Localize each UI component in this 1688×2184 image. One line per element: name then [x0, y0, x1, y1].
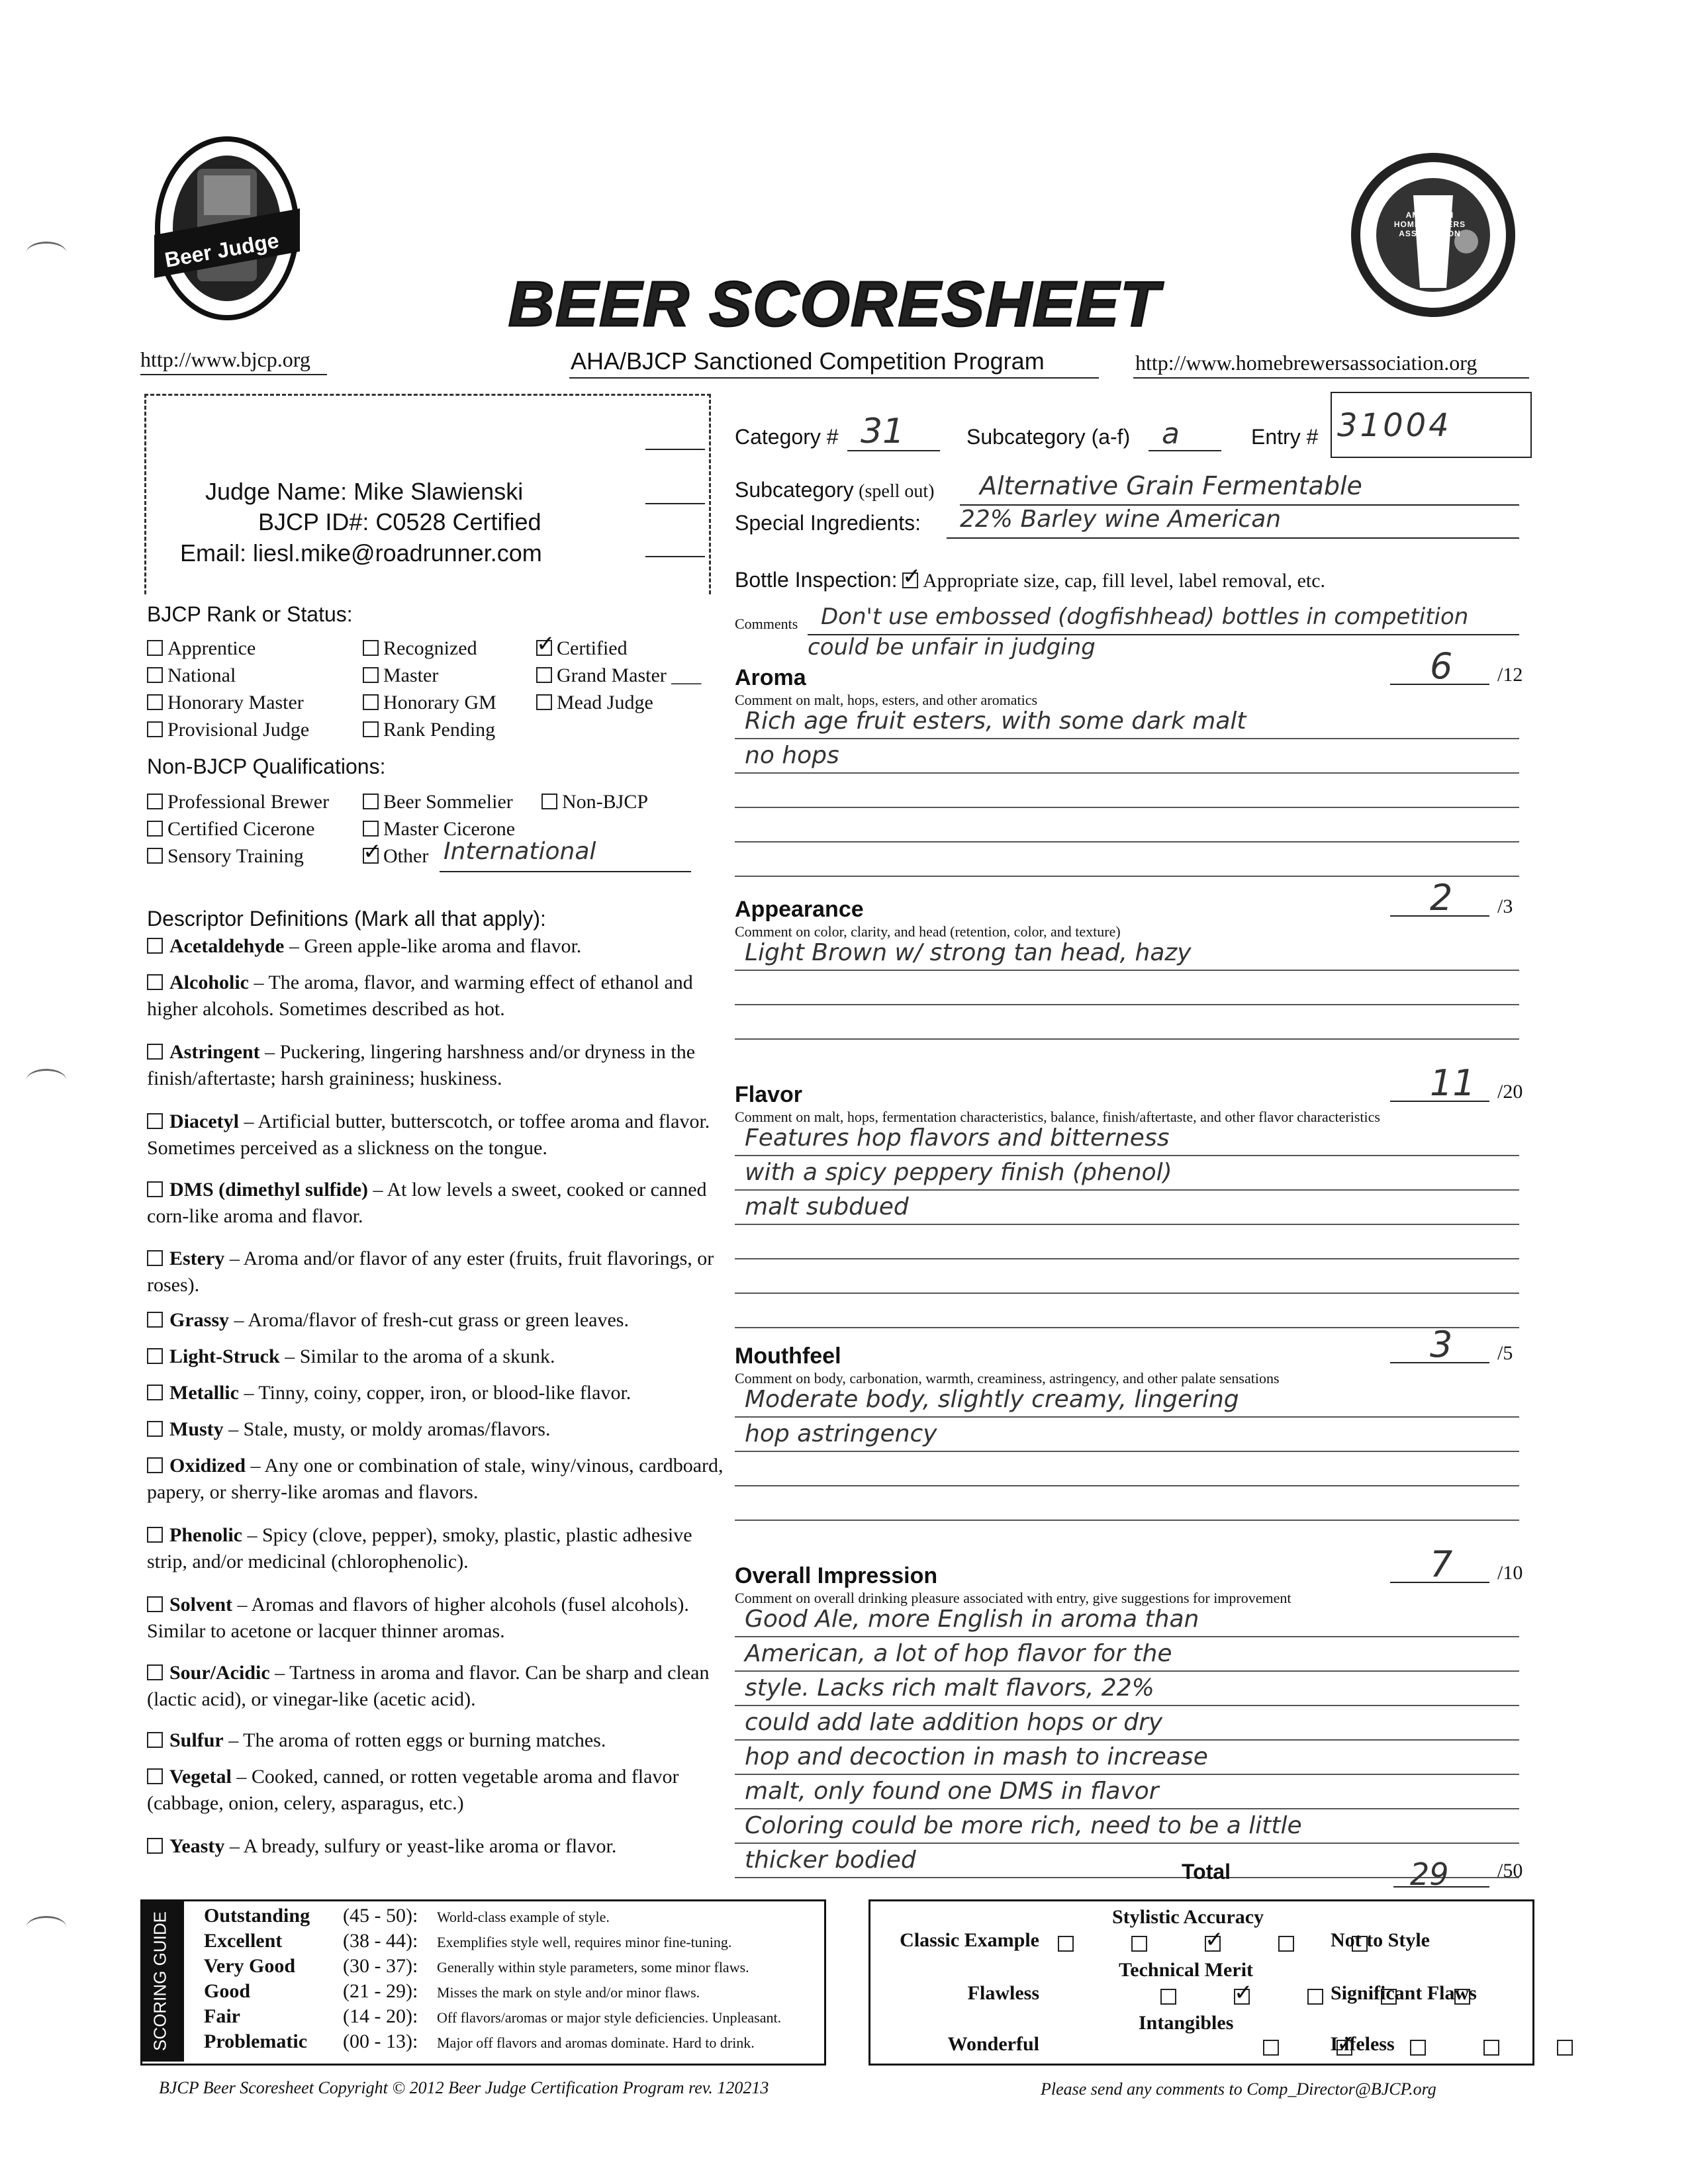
comment-line — [735, 1258, 1519, 1259]
rank-heading: BJCP Rank or Status: — [147, 602, 353, 626]
checkbox[interactable] — [147, 1768, 163, 1784]
rank-provisional[interactable]: Provisional Judge — [147, 719, 309, 741]
comment-line — [735, 807, 1519, 808]
descriptor-definition: – Similar to the aroma of a skunk. — [279, 1345, 555, 1367]
guide-range: (30 - 37): — [343, 1955, 418, 1977]
checkbox[interactable] — [147, 848, 163, 864]
comment-line — [735, 1739, 1519, 1741]
flavor-comment[interactable]: with a spicy peppery finish (phenol) — [745, 1159, 1172, 1186]
checkbox[interactable] — [1160, 1989, 1176, 2005]
comment-line — [735, 738, 1519, 739]
checkbox[interactable] — [147, 794, 163, 809]
checkbox[interactable] — [147, 640, 163, 656]
aha-logo-text: AMERICAN HOMEBREWERS ASSOCIATION — [1393, 210, 1466, 238]
descriptor-definition: – Green apple-like aroma and flavor. — [284, 935, 582, 957]
special-ingredients-label: Special Ingredients: — [735, 511, 921, 535]
guide-description: Major off flavors and aromas dominate. Hard to drink. — [437, 2034, 755, 2051]
entry-label: Entry # — [1251, 425, 1319, 449]
descriptor-definition: – Any one or combination of stale, winy/vinous, cardboard, papery, or sherry-like aromas and flavors. — [147, 1455, 724, 1503]
comment-line — [735, 1293, 1519, 1294]
checkbox[interactable] — [147, 1457, 163, 1473]
comments-label: Comments — [735, 615, 798, 632]
qual-other-value[interactable]: International — [444, 838, 596, 865]
flavor-comment[interactable]: Features hop flavors and bitterness — [745, 1124, 1170, 1152]
mouthfeel-score-line — [1390, 1362, 1489, 1363]
checklist-right-label: Lifeless — [1331, 2033, 1395, 2055]
comment-line — [735, 1843, 1519, 1844]
scan-mark — [26, 1916, 66, 1938]
comment-line — [735, 1808, 1519, 1809]
checkbox[interactable] — [147, 1527, 163, 1543]
aroma-instructions: Comment on malt, hops, esters, and other aromatics — [735, 692, 1038, 708]
checkbox[interactable] — [147, 667, 163, 683]
subcategory-value[interactable]: a — [1162, 417, 1180, 451]
page-title: BEER SCORESHEET — [508, 269, 1160, 340]
descriptor-definition: – Aromas and flavors of higher alcohols (fusel alcohols). Similar to acetone or lacquer thinner aromas. — [147, 1594, 689, 1642]
descriptor-term: Alcoholic — [169, 972, 249, 993]
descriptor-term: Grassy — [169, 1309, 229, 1331]
appearance-max: /3 — [1497, 895, 1513, 917]
guide-range: (38 - 44): — [343, 1930, 418, 1952]
comments-value-2[interactable]: could be unfair in judging — [808, 634, 1096, 660]
total-value[interactable]: 29 — [1410, 1856, 1449, 1892]
flavor-comment[interactable]: malt subdued — [745, 1193, 909, 1220]
descriptor-item[interactable] — [147, 1833, 729, 1860]
appearance-title: Appearance — [735, 897, 864, 922]
total-max: /50 — [1497, 1860, 1523, 1882]
judge-name: Judge Name: Mike Slawienski — [205, 478, 524, 505]
comment-line — [735, 1038, 1519, 1040]
subcategory-spell-value[interactable]: Alternative Grain Fermentable — [980, 471, 1362, 500]
mouthfeel-title: Mouthfeel — [735, 1343, 841, 1369]
entry-value[interactable]: 31004 — [1337, 407, 1452, 444]
descriptor-item[interactable] — [147, 1343, 729, 1370]
mouthfeel-instructions: Comment on body, carbonation, warmth, creaminess, astringency, and other palate sensations — [735, 1370, 1280, 1387]
checkbox[interactable] — [363, 794, 379, 809]
checkbox[interactable] — [1058, 1936, 1074, 1952]
descriptor-definition: – Cooked, canned, or rotten vegetable aroma and flavor (cabbage, onion, celery, asparagus, etc.) — [147, 1766, 679, 1814]
flavor-score[interactable]: 11 — [1430, 1062, 1476, 1104]
descriptor-term: Acetaldehyde — [169, 935, 285, 957]
comment-line — [735, 1670, 1519, 1672]
checkbox[interactable] — [147, 1044, 163, 1060]
descriptor-item[interactable] — [147, 1592, 729, 1645]
guide-range: (21 - 29): — [343, 1980, 418, 2002]
overall-instructions: Comment on overall drinking pleasure associated with entry, give suggestions for improvement — [735, 1590, 1291, 1606]
checkbox[interactable] — [1483, 2040, 1499, 2056]
checklist-left-label: Flawless — [967, 1982, 1039, 2004]
qual-beer-sommelier[interactable]: Beer Sommelier — [363, 791, 513, 813]
page-subtitle: AHA/BJCP Sanctioned Competition Program — [571, 347, 1045, 375]
checkbox[interactable] — [147, 1838, 163, 1854]
checkbox-checked[interactable] — [1234, 1989, 1250, 2005]
descriptor-definition: – The aroma of rotten eggs or burning matches. — [223, 1729, 606, 1751]
comment-line — [735, 1705, 1519, 1706]
comment-line — [735, 1004, 1519, 1005]
comment-line — [735, 1636, 1519, 1637]
qual-professional-brewer[interactable]: Professional Brewer — [147, 791, 329, 813]
checkbox[interactable] — [147, 1250, 163, 1266]
descriptor-definition: – At low levels a sweet, cooked or canned corn-like aroma and flavor. — [147, 1179, 707, 1227]
descriptor-item[interactable] — [147, 1039, 729, 1092]
checkbox[interactable] — [536, 694, 552, 710]
checklist-right-label: Not to Style — [1331, 1929, 1430, 1951]
descriptor-definition: – Tinny, coiny, copper, iron, or blood-like flavor. — [238, 1382, 632, 1404]
flavor-title: Flavor — [735, 1082, 803, 1107]
appearance-instructions: Comment on color, clarity, and head (retention, color, and texture) — [735, 923, 1121, 940]
rank-mead-judge[interactable]: Mead Judge — [536, 692, 653, 714]
flavor-instructions: Comment on malt, hops, fermentation characteristics, balance, finish/aftertaste, and other flavor characteristics — [735, 1109, 1380, 1125]
guide-description: Exemplifies style well, requires minor fine-tuning. — [437, 1934, 732, 1950]
scoring-guide-label: SCORING GUIDE — [150, 1911, 170, 2051]
checklist-right-label: Significant Flaws — [1331, 1982, 1477, 2004]
guide-description: Generally within style parameters, some minor flaws. — [437, 1959, 749, 1976]
descriptor-item[interactable] — [147, 1109, 729, 1161]
checkbox[interactable] — [147, 721, 163, 737]
descriptor-item[interactable] — [147, 933, 729, 960]
descriptor-definition: – Spicy (clove, pepper), smoky, plastic, plastic adhesive strip, and/or medicinal (chlorophenolic). — [147, 1524, 692, 1572]
qual-other[interactable]: ✓ Other — [363, 845, 428, 868]
descriptor-term: Diacetyl — [169, 1111, 239, 1132]
comment-line — [735, 970, 1519, 971]
checkbox[interactable] — [147, 1664, 163, 1680]
checkbox[interactable] — [147, 1181, 163, 1197]
scan-mark — [26, 1069, 66, 1091]
descriptor-definition: – Aroma/flavor of fresh-cut grass or green leaves. — [229, 1309, 629, 1331]
comment-line — [735, 1877, 1519, 1878]
overall-comment[interactable]: Coloring could be more rich, need to be a little — [745, 1812, 1302, 1839]
category-value[interactable]: 31 — [861, 412, 905, 451]
rank-national[interactable]: National — [147, 664, 236, 687]
checkbox[interactable] — [147, 1732, 163, 1748]
guide-range: (45 - 50): — [343, 1905, 418, 1927]
qual-certified-cicerone[interactable]: Certified Cicerone — [147, 818, 314, 841]
overall-comment[interactable]: hop and decoction in mash to increase — [745, 1743, 1208, 1770]
overall-title: Overall Impression — [735, 1563, 938, 1588]
footer-copyright: BJCP Beer Scoresheet Copyright © 2012 Beer Judge Certification Program rev. 120213 — [159, 2078, 769, 2097]
comment-line — [735, 841, 1519, 842]
descriptor-definition: – Puckering, lingering harshness and/or dryness in the finish/aftertaste; harsh graininess; huskiness. — [147, 1041, 696, 1089]
checkbox[interactable] — [1278, 1936, 1294, 1952]
overall-score-line — [1390, 1582, 1489, 1583]
descriptor-term: Light-Struck — [169, 1345, 280, 1367]
flavor-max: /20 — [1497, 1081, 1523, 1103]
guide-level: Outstanding — [204, 1905, 310, 1927]
mouthfeel-score[interactable]: 3 — [1430, 1324, 1453, 1365]
descriptor-item[interactable] — [147, 1416, 729, 1443]
descriptor-term: Sour/Acidic — [169, 1662, 270, 1684]
descriptor-term: DMS (dimethyl sulfide) — [169, 1179, 368, 1201]
descriptor-definition: – Artificial butter, butterscotch, or toffee aroma and flavor. Sometimes perceived as a slickness on the tongue. — [147, 1111, 710, 1159]
checkbox[interactable] — [363, 640, 379, 656]
comment-line — [735, 1155, 1519, 1156]
checkbox[interactable] — [147, 974, 163, 990]
descriptor-item[interactable] — [147, 1453, 729, 1506]
descriptor-term: Estery — [169, 1248, 225, 1269]
comment-line — [735, 1224, 1519, 1225]
special-ingredients-value[interactable]: 22% Barley wine American — [960, 506, 1282, 533]
checkbox-checked[interactable] — [902, 572, 918, 588]
checkbox[interactable] — [363, 667, 379, 683]
descriptor-item[interactable] — [147, 1764, 729, 1817]
descriptor-definition: – Aroma and/or flavor of any ester (fruits, fruit flavorings, or roses). — [147, 1248, 714, 1296]
bottle-inspection[interactable]: Bottle Inspection: ✓ Appropriate size, cap, fill level, label removal, etc. — [735, 568, 1325, 592]
checklist-left-label: Wonderful — [947, 2033, 1039, 2055]
guide-level: Problematic — [204, 2030, 308, 2052]
comment-line — [735, 1416, 1519, 1418]
descriptor-term: Oxidized — [169, 1455, 246, 1477]
comment-line — [735, 876, 1519, 877]
rank-apprentice[interactable]: Apprentice — [147, 637, 256, 660]
checkbox[interactable] — [147, 938, 163, 954]
descriptor-item[interactable] — [147, 1246, 729, 1298]
guide-level: Very Good — [204, 1955, 296, 1977]
descriptor-definition: – Tartness in aroma and flavor. Can be sharp and clean (lactic acid), or vinegar-like (acetic acid). — [147, 1662, 710, 1710]
checkbox[interactable] — [147, 1348, 163, 1364]
aroma-comment[interactable]: Rich age fruit esters, with some dark malt — [745, 707, 1246, 735]
descriptor-item[interactable] — [147, 1727, 729, 1754]
guide-description: Off flavors/aromas or major style deficiencies. Unpleasant. — [437, 2009, 782, 2026]
judge-bjcp-id: BJCP ID#: C0528 Certified — [258, 508, 541, 535]
descriptor-term: Yeasty — [169, 1835, 225, 1857]
comment-line — [735, 1451, 1519, 1452]
checkbox[interactable] — [1307, 1989, 1323, 2005]
bjcp-url[interactable]: http://www.bjcp.org — [140, 347, 310, 371]
qual-non-bjcp[interactable]: Non-BJCP — [541, 791, 648, 813]
overall-max: /10 — [1497, 1562, 1523, 1584]
overall-comment[interactable]: malt, only found one DMS in flavor — [745, 1778, 1159, 1805]
checkbox[interactable] — [147, 694, 163, 710]
checkbox[interactable] — [147, 1596, 163, 1612]
mouthfeel-comment[interactable]: Moderate body, slightly creamy, lingering — [745, 1386, 1239, 1413]
comment-line — [735, 1327, 1519, 1328]
checkbox-checked[interactable] — [536, 640, 552, 656]
overall-comment[interactable]: thicker bodied — [745, 1846, 916, 1874]
aroma-title: Aroma — [735, 665, 806, 690]
aroma-score-line — [1390, 684, 1489, 685]
checkbox[interactable] — [1557, 2040, 1573, 2056]
overall-comment[interactable]: could add late addition hops or dry — [745, 1709, 1163, 1736]
comments-value[interactable]: Don't use embossed (dogfishhead) bottles in competition — [821, 604, 1469, 630]
guide-range: (14 - 20): — [343, 2005, 418, 2027]
mouthfeel-max: /5 — [1497, 1342, 1513, 1364]
checkbox[interactable] — [147, 1385, 163, 1400]
overall-score[interactable]: 7 — [1430, 1543, 1453, 1585]
bjcp-logo — [151, 136, 303, 334]
guide-level: Good — [204, 1980, 251, 2002]
checkbox[interactable] — [147, 1312, 163, 1328]
descriptor-definition: – A bready, sulfury or yeast-like aroma or flavor. — [224, 1835, 617, 1857]
aroma-score[interactable]: 6 — [1430, 645, 1453, 687]
category-label: Category # — [735, 425, 839, 449]
comment-line — [735, 1520, 1519, 1521]
checkbox[interactable] — [1410, 2040, 1426, 2056]
rank-certified[interactable]: ✓ Certified — [536, 637, 628, 660]
comment-line — [735, 1189, 1519, 1191]
subcategory-label: Subcategory (a-f) — [966, 425, 1131, 449]
appearance-comment[interactable]: Light Brown w/ strong tan head, hazy — [745, 939, 1192, 966]
descriptor-term: Phenolic — [169, 1524, 242, 1546]
descriptor-item[interactable] — [147, 1177, 729, 1230]
comment-line — [735, 772, 1519, 774]
descriptor-item[interactable] — [147, 970, 729, 1023]
technical-title: Technical Merit — [1119, 1959, 1254, 1981]
checkbox[interactable] — [536, 667, 552, 683]
checkbox[interactable] — [541, 794, 557, 809]
rank-honorary-gm[interactable]: Honorary GM — [363, 692, 496, 714]
checkbox[interactable] — [1131, 1936, 1147, 1952]
checkbox[interactable] — [147, 1421, 163, 1437]
rank-honorary-master[interactable]: Honorary Master — [147, 692, 304, 714]
checkbox[interactable] — [147, 1113, 163, 1129]
descriptor-item[interactable] — [147, 1380, 729, 1406]
guide-range: (00 - 13): — [343, 2030, 418, 2052]
rank-grand-master[interactable]: Grand Master ___ — [536, 664, 701, 687]
descriptor-item[interactable] — [147, 1307, 729, 1334]
total-label: Total — [1182, 1860, 1231, 1884]
overall-comment[interactable]: style. Lacks rich malt flavors, 22% — [745, 1674, 1154, 1702]
stylistic-title: Stylistic Accuracy — [1112, 1906, 1264, 1928]
footer-contact: Please send any comments to Comp_Director@BJCP.org — [1041, 2079, 1436, 2099]
descriptor-definition: – Stale, musty, or moldy aromas/flavors. — [223, 1418, 551, 1440]
guide-level: Fair — [204, 2005, 240, 2027]
overall-comment[interactable]: Good Ale, more English in aroma than — [745, 1606, 1199, 1633]
mouthfeel-comment[interactable]: hop astringency — [745, 1420, 937, 1447]
non-bjcp-heading: Non-BJCP Qualifications: — [147, 754, 386, 778]
rank-pending[interactable]: Rank Pending — [363, 719, 495, 741]
overall-comment[interactable]: American, a lot of hop flavor for the — [745, 1640, 1172, 1667]
comment-line — [735, 1485, 1519, 1486]
checkbox[interactable] — [363, 721, 379, 737]
checkbox[interactable] — [147, 821, 163, 837]
qual-sensory-training[interactable]: Sensory Training — [147, 845, 304, 868]
qual-master-cicerone[interactable]: Master Cicerone — [363, 818, 515, 841]
judge-email: Email: liesl.mike@roadrunner.com — [180, 539, 542, 567]
descriptor-term: Vegetal — [169, 1766, 232, 1788]
guide-description: Misses the mark on style and/or minor flaws. — [437, 1984, 700, 2001]
rank-master[interactable]: Master — [363, 664, 438, 687]
descriptor-term: Metallic — [169, 1382, 239, 1404]
bjcp-logo-text: Beer Judge — [163, 228, 281, 272]
checkbox[interactable] — [363, 694, 379, 710]
guide-description: World-class example of style. — [437, 1909, 610, 1925]
comment-line — [735, 1774, 1519, 1775]
descriptor-definition: – The aroma, flavor, and warming effect of ethanol and higher alcohols. Sometimes described as hot. — [147, 972, 693, 1020]
aha-url[interactable]: http://www.homebrewersassociation.org — [1135, 351, 1477, 375]
intangibles-title: Intangibles — [1139, 2012, 1234, 2034]
flavor-score-line — [1390, 1101, 1489, 1102]
aroma-max: /12 — [1497, 664, 1523, 686]
descriptor-term: Sulfur — [169, 1729, 224, 1751]
guide-level: Excellent — [204, 1930, 283, 1952]
scan-mark — [26, 242, 66, 263]
descriptor-item[interactable] — [147, 1522, 729, 1575]
descriptor-term: Musty — [169, 1418, 224, 1440]
descriptor-term: Solvent — [169, 1594, 233, 1615]
checklist-left-label: Classic Example — [900, 1929, 1039, 1951]
descriptor-term: Astringent — [169, 1041, 260, 1063]
aroma-comment[interactable]: no hops — [745, 742, 839, 769]
rank-recognized[interactable]: Recognized — [363, 637, 477, 660]
descriptor-item[interactable] — [147, 1660, 729, 1713]
appearance-score[interactable]: 2 — [1430, 877, 1453, 919]
checkbox[interactable] — [363, 821, 379, 837]
checkbox-checked[interactable] — [363, 848, 379, 864]
checkbox-checked[interactable] — [1205, 1936, 1221, 1952]
subcategory-spell-label: Subcategory (spell out) — [735, 478, 935, 502]
checkbox[interactable] — [1263, 2040, 1279, 2056]
appearance-score-line — [1390, 915, 1489, 917]
descriptors-heading: Descriptor Definitions (Mark all that apply): — [147, 907, 546, 931]
